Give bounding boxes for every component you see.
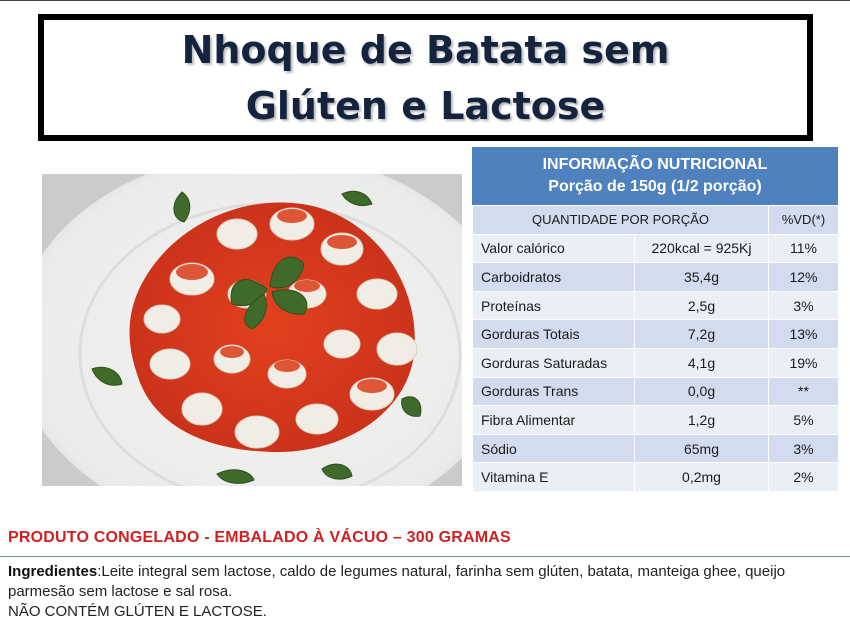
gnocchi-photo xyxy=(42,174,462,486)
nutrition-portion: Porção de 150g (1/2 porção) xyxy=(548,178,762,195)
nutrient-name: Gorduras Saturadas xyxy=(473,348,635,377)
page-title: Nhoque de Batata sem Glúten e Lactose xyxy=(181,27,670,128)
nutrient-vd: 12% xyxy=(769,263,839,292)
nutrient-vd: ** xyxy=(769,377,839,406)
nutrient-name: Valor calórico xyxy=(473,234,635,263)
nutrition-header xyxy=(472,147,838,205)
nutrition-title: INFORMAÇÃO NUTRICIONAL xyxy=(542,156,768,173)
nutrition-table xyxy=(472,147,838,492)
table-row xyxy=(473,463,839,492)
ingredients-paragraph xyxy=(8,562,848,602)
table-row xyxy=(473,234,839,263)
nutrition-column-headers xyxy=(473,206,839,235)
table-row xyxy=(473,434,839,463)
nutrient-vd: 19% xyxy=(769,348,839,377)
nutrient-value: 35,4g xyxy=(635,263,769,292)
table-row xyxy=(473,320,839,349)
ingredients-text: :Leite integral sem lactose, caldo de legumes natural, farinha sem glúten, batata, manteiga ghee, queijo parmesão sem lactose e sal rosa. xyxy=(8,563,786,600)
nutrient-name: Vitamina E xyxy=(473,463,635,492)
nutrient-value: 1,2g xyxy=(635,406,769,435)
table-row xyxy=(473,263,839,292)
column-quantity: QUANTIDADE POR PORÇÃO xyxy=(473,206,769,235)
top-rule xyxy=(0,0,850,1)
nutrition-grid xyxy=(472,205,839,492)
gnocchi-illustration xyxy=(42,174,462,486)
table-row xyxy=(473,377,839,406)
nutrient-name: Sódio xyxy=(473,434,635,463)
product-note: PRODUTO CONGELADO - EMBALADO À VÁCUO – 300 GRAMAS xyxy=(8,529,511,546)
title-box xyxy=(38,14,813,141)
nutrient-vd: 3% xyxy=(769,291,839,320)
nutrient-value: 0,2mg xyxy=(635,463,769,492)
nutrient-name: Carboidratos xyxy=(473,263,635,292)
nutrient-value: 4,1g xyxy=(635,348,769,377)
nutrient-vd: 2% xyxy=(769,463,839,492)
table-row xyxy=(473,406,839,435)
nutrient-value: 2,5g xyxy=(635,291,769,320)
nutrient-vd: 11% xyxy=(769,234,839,263)
nutrient-value: 7,2g xyxy=(635,320,769,349)
table-row xyxy=(473,291,839,320)
ingredients-label: Ingredientes xyxy=(8,563,98,580)
nutrient-value: 65mg xyxy=(635,434,769,463)
column-vd: %VD(*) xyxy=(769,206,839,235)
divider xyxy=(0,556,850,557)
nutrient-vd: 3% xyxy=(769,434,839,463)
nutrient-name: Gorduras Trans xyxy=(473,377,635,406)
nutrient-name: Fibra Alimentar xyxy=(473,406,635,435)
nutrient-value: 220kcal = 925Kj xyxy=(635,234,769,263)
nutrient-value: 0,0g xyxy=(635,377,769,406)
ingredients-block xyxy=(8,562,848,622)
table-row xyxy=(473,348,839,377)
nutrient-name: Proteínas xyxy=(473,291,635,320)
nutrient-vd: 13% xyxy=(769,320,839,349)
nutrient-name: Gorduras Totais xyxy=(473,320,635,349)
nutrient-vd: 5% xyxy=(769,406,839,435)
allergen-notice: NÃO CONTÉM GLÚTEN E LACTOSE. xyxy=(8,603,267,620)
